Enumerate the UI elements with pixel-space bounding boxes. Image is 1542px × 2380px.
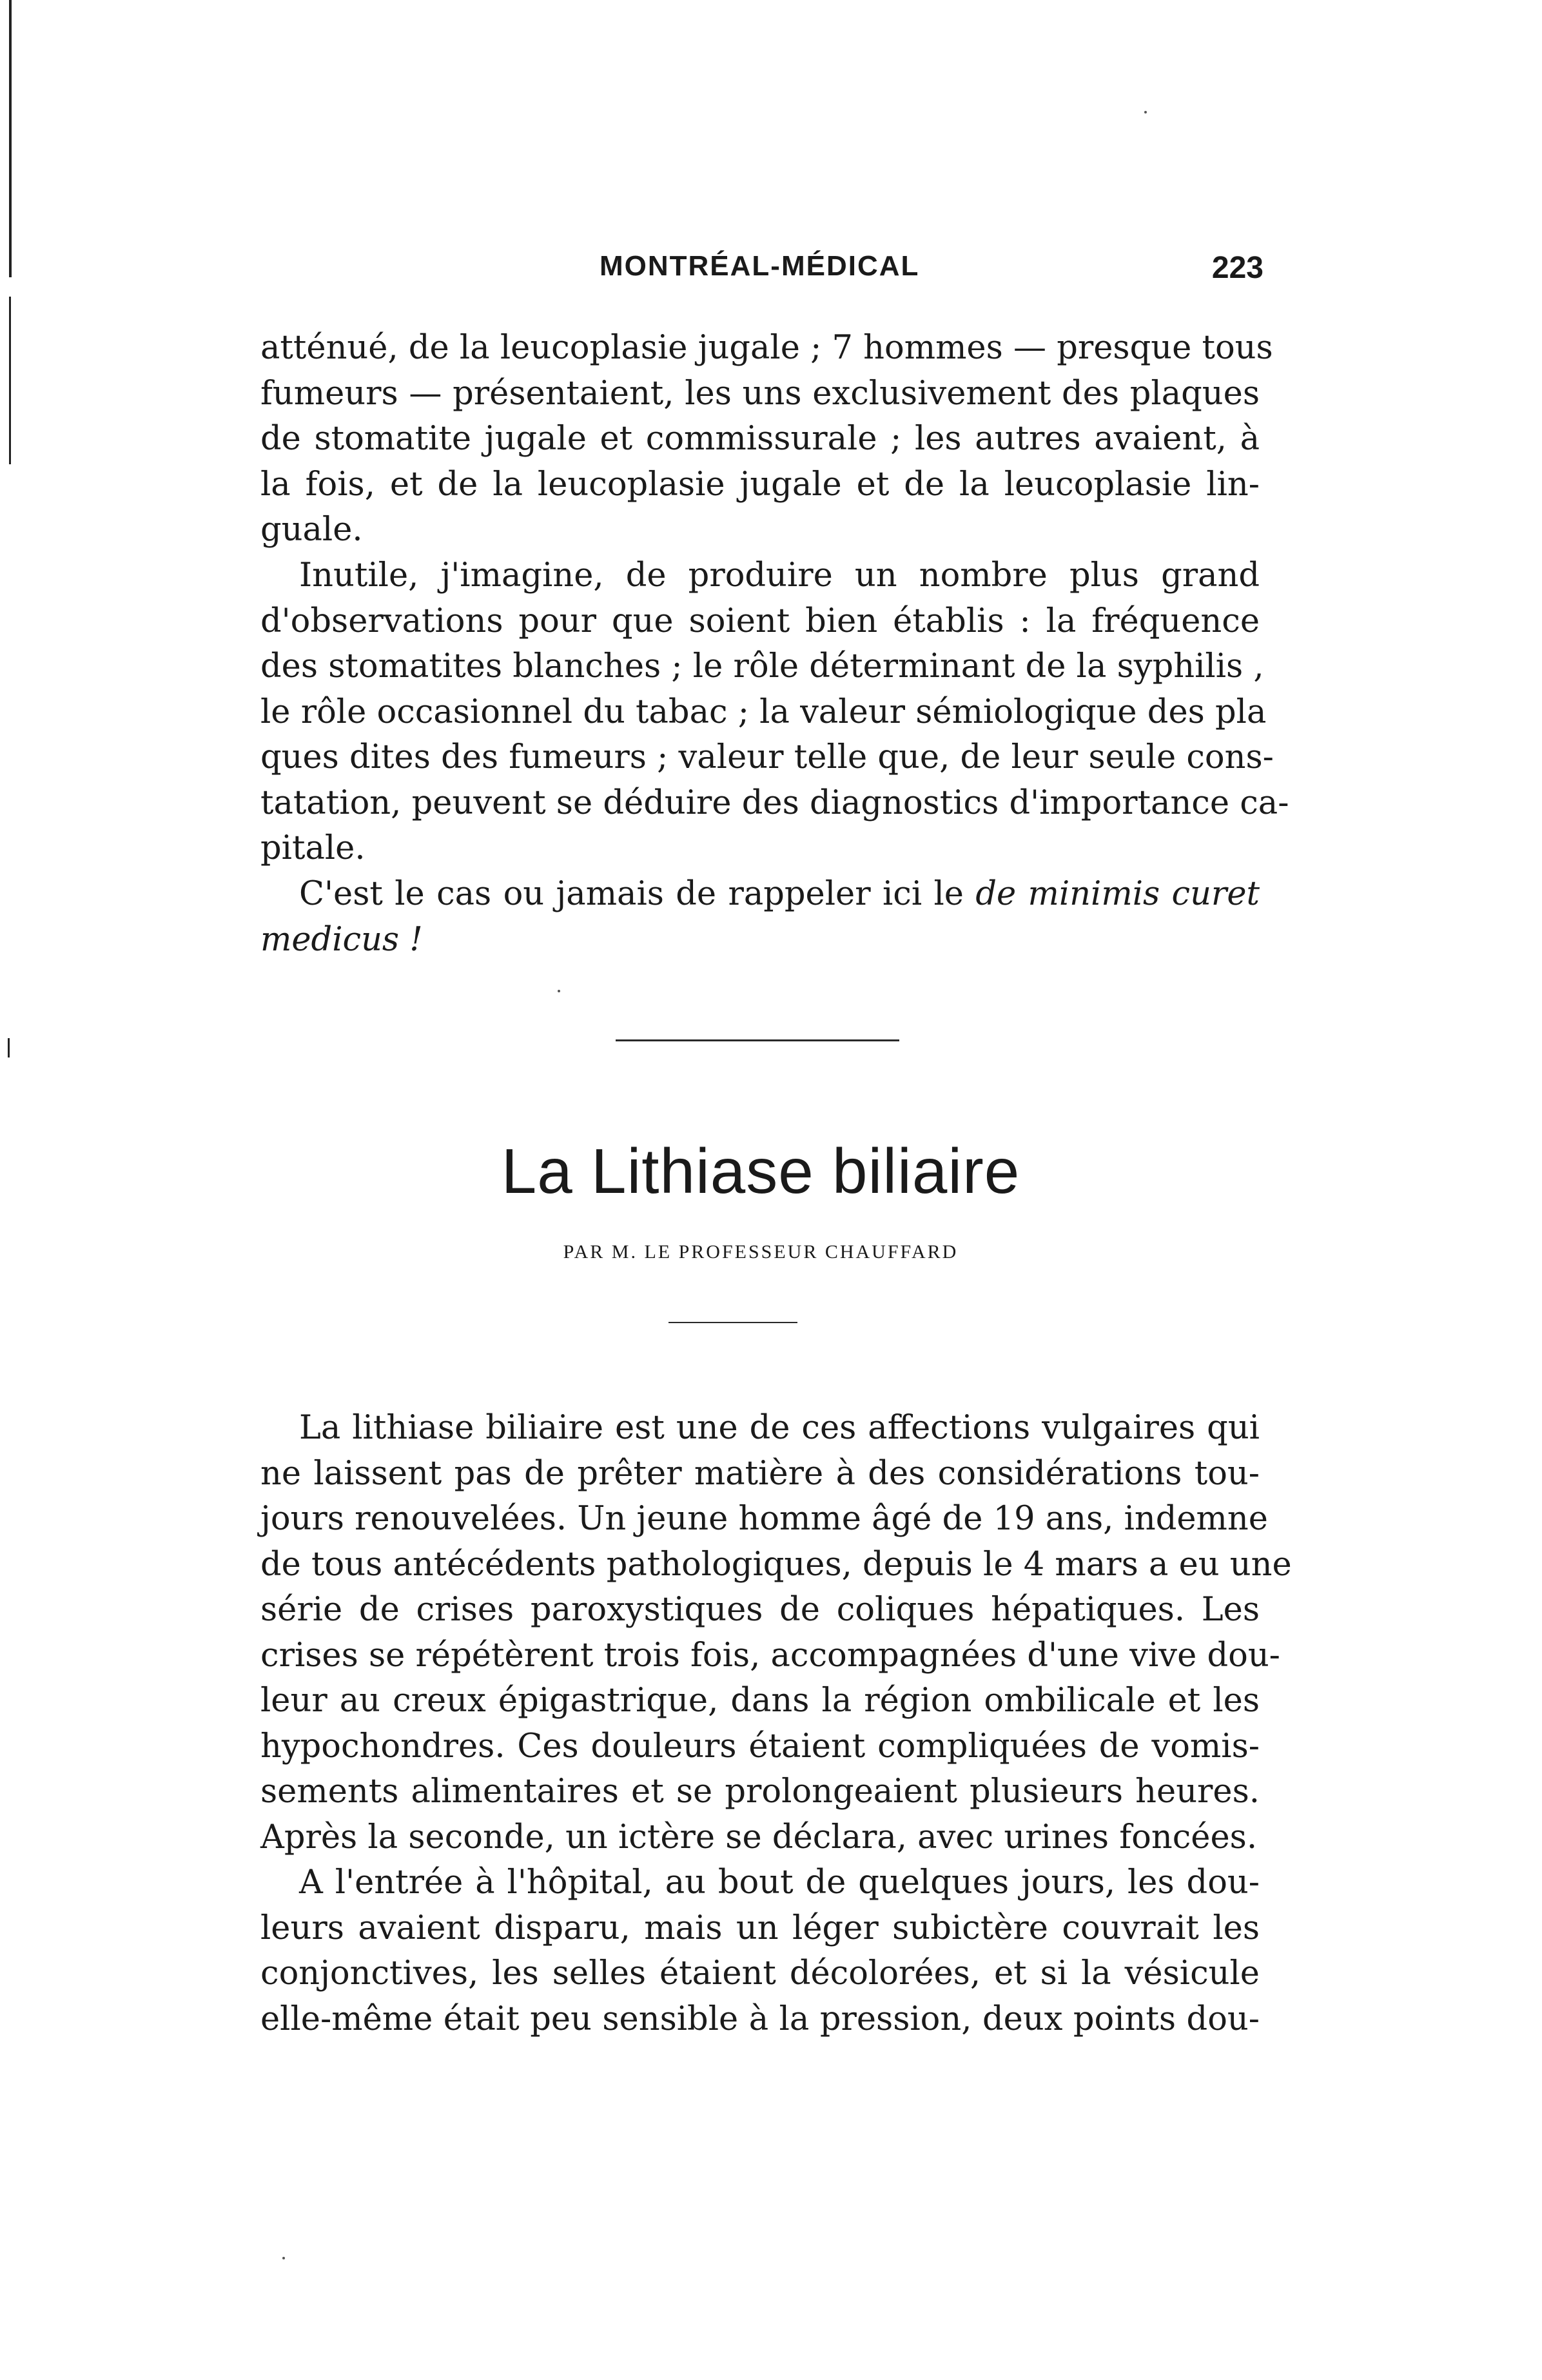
text-line: conjonctives, les selles étaient décolorées, et si la vésicule xyxy=(260,1954,1260,1992)
scan-speck xyxy=(1144,111,1147,113)
text-line: jours renouvelées. Un jeune homme âgé de 19 ans, indemne xyxy=(260,1500,1268,1538)
scan-edge-line xyxy=(8,1038,10,1057)
scan-edge-line xyxy=(9,0,12,277)
text-line: La lithiase biliaire est une de ces affections vulgaires qui xyxy=(299,1409,1260,1447)
text-line: leurs avaient disparu, mais un léger subictère couvrait les xyxy=(260,1909,1260,1947)
text-line: hypochondres. Ces douleurs étaient compliquées de vomis- xyxy=(260,1727,1260,1765)
text-line: guale. xyxy=(260,511,363,549)
scan-edge-line xyxy=(9,297,11,464)
text-line: atténué, de la leucoplasie jugale ; 7 hommes — presque tous xyxy=(260,329,1273,367)
paragraph-body-1 xyxy=(260,1406,1292,1860)
text-line: la fois, et de la leucoplasie jugale et de la leucoplasie lin- xyxy=(260,465,1260,504)
text-line: de stomatite jugale et commissurale ; les autres avaient, à xyxy=(260,420,1260,458)
latin-quote: medicus ! xyxy=(260,920,423,959)
paragraph-intro-2 xyxy=(260,553,1289,872)
text-line: le rôle occasionnel du tabac ; la valeur sémiologique des pla xyxy=(260,693,1267,731)
scan-speck xyxy=(282,2257,285,2259)
text-line: pitale. xyxy=(260,829,366,867)
text-line: crises se répétèrent trois fois, accompagnées d'une vive dou- xyxy=(260,1636,1280,1675)
text-line: ne laissent pas de prêter matière à des considérations tou- xyxy=(260,1454,1260,1493)
text-line: ques dites des fumeurs ; valeur telle que, de leur seule cons- xyxy=(260,738,1274,776)
text-line: de tous antécédents pathologiques, depuis le 4 mars a eu une xyxy=(260,1545,1292,1584)
text-line: A l'entrée à l'hôpital, au bout de quelques jours, les dou- xyxy=(299,1864,1260,1902)
text-line: sements alimentaires et se prolongeaient plusieurs heures. xyxy=(260,1773,1260,1811)
article-byline: PAR M. LE PROFESSEUR CHAUFFARD xyxy=(563,1241,959,1263)
scan-speck xyxy=(558,990,560,992)
latin-quote: de minimis curet xyxy=(975,875,1260,913)
text-line: Après la seconde, un ictère se déclara, avec urines foncées. xyxy=(260,1818,1258,1856)
text-segment: C'est le cas ou jamais de rappeler ici le xyxy=(299,875,976,913)
title-divider xyxy=(669,1322,797,1323)
text-line: tatation, peuvent se déduire des diagnostics d'importance ca- xyxy=(260,783,1289,822)
running-header xyxy=(258,250,1264,289)
article-title: La Lithiase biliaire xyxy=(501,1136,1020,1206)
text-line: elle-même était peu sensible à la pression, deux points dou- xyxy=(260,2000,1260,2038)
text-line: série de crises paroxystiques de coliques hépatiques. Les xyxy=(260,1591,1260,1629)
paragraph-intro-3 xyxy=(260,872,1260,963)
page-number: 223 xyxy=(1211,251,1264,285)
paragraph-body-2 xyxy=(260,1860,1260,2042)
text-line: d'observations pour que soient bien établis : la fréquence xyxy=(260,602,1260,640)
text-line xyxy=(260,872,1260,918)
section-divider xyxy=(616,1039,899,1041)
text-line: leur au creux épigastrique, dans la région ombilicale et les xyxy=(260,1682,1260,1720)
paragraph-intro-1 xyxy=(260,326,1273,553)
text-line: des stomatites blanches ; le rôle déterminant de la syphilis , xyxy=(260,647,1264,685)
text-line: fumeurs — présentaient, les uns exclusivement des plaques xyxy=(260,374,1260,413)
running-title: MONTRÉAL-MÉDICAL xyxy=(600,250,920,282)
text-line: Inutile, j'imagine, de produire un nombre plus grand xyxy=(299,556,1260,595)
